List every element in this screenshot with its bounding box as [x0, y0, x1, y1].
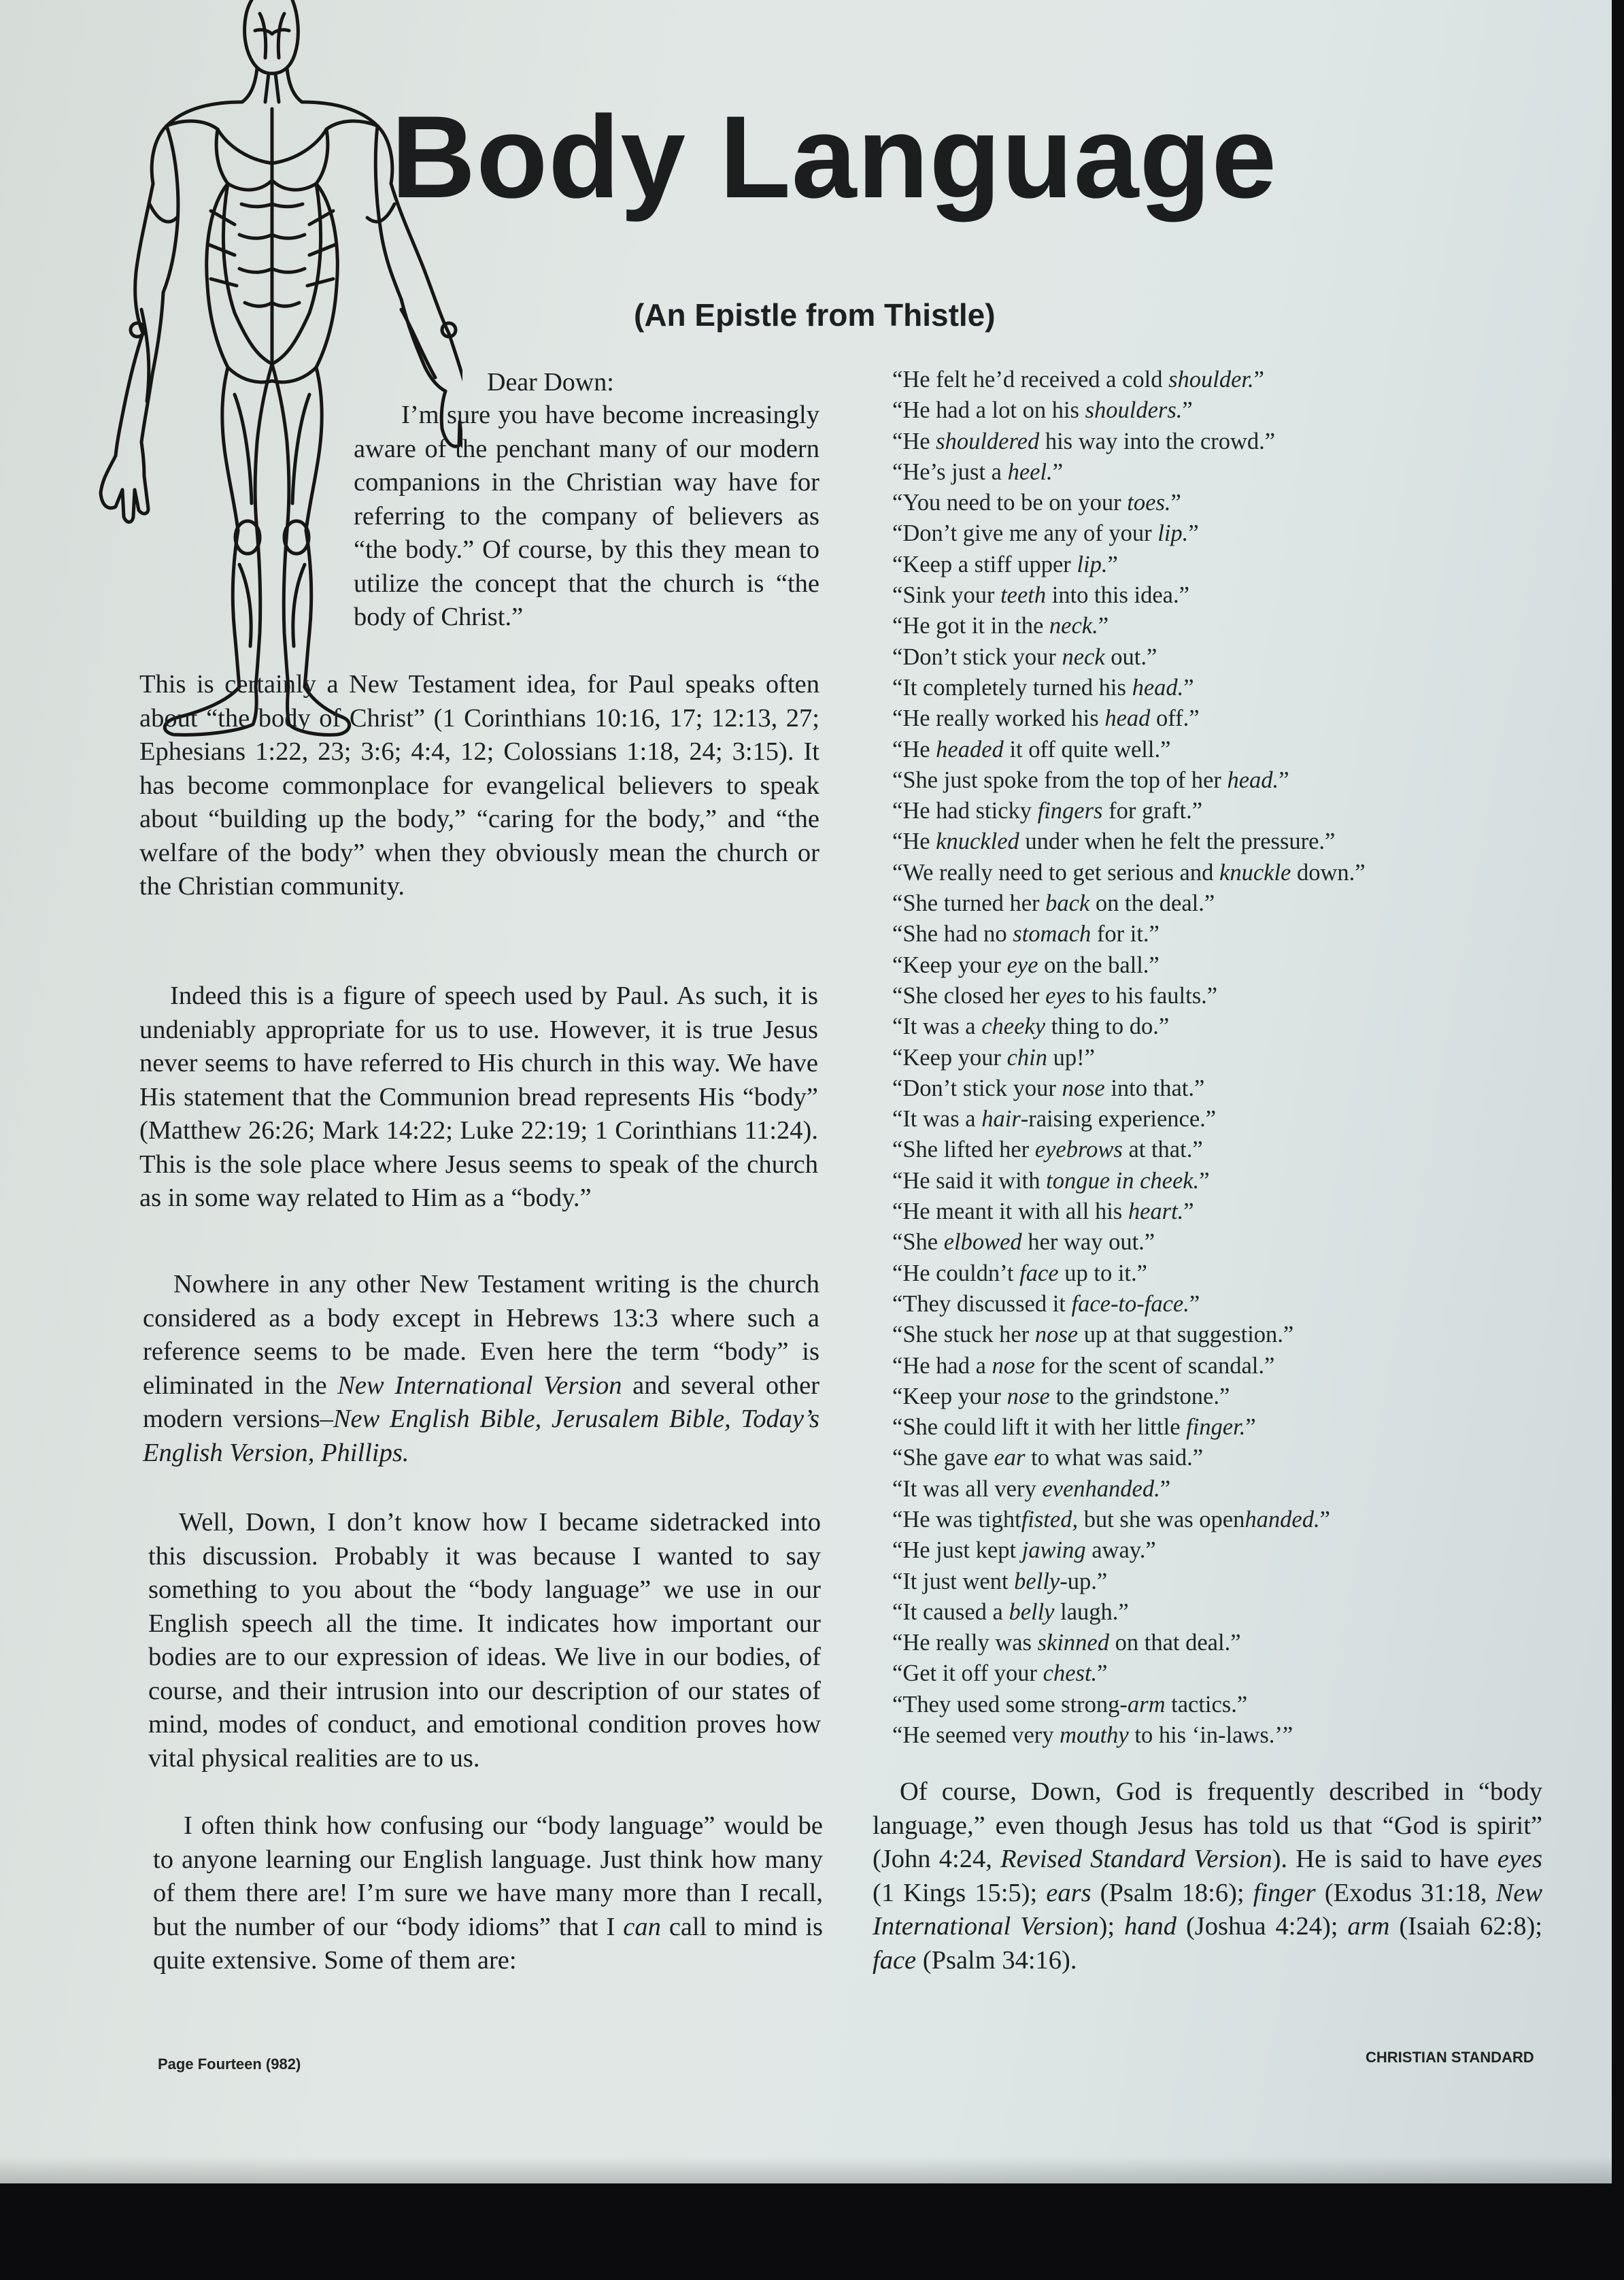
idiom-text: “Get it off your — [892, 1660, 1043, 1687]
page-edge-shadow — [0, 2156, 1612, 2183]
idiom-italic-text: nose — [1006, 1383, 1050, 1409]
idiom-text: on that deal.” — [1109, 1630, 1241, 1656]
idiom-text: ” — [1097, 1660, 1108, 1687]
idiom-text: “It was a — [892, 1106, 982, 1133]
idiom-text: “Keep your — [892, 952, 1007, 978]
idiom-text: “He — [892, 428, 936, 454]
idiom-item — [892, 580, 1504, 611]
idiom-italic-text: evenhanded. — [1042, 1475, 1160, 1502]
idiom-text: up to it.” — [1058, 1260, 1147, 1286]
idiom-text: tactics.” — [1165, 1691, 1248, 1717]
idiom-text: ” — [1253, 367, 1264, 392]
idiom-italic-text: chest. — [1043, 1660, 1098, 1687]
idiom-text: “He — [892, 736, 936, 762]
idiom-item — [892, 1011, 1504, 1042]
idiom-item — [892, 888, 1504, 919]
idiom-text: “She stuck her — [892, 1322, 1035, 1348]
closing-text: (Psalm 18:6); — [1091, 1878, 1253, 1907]
idiom-italic-text: ear — [994, 1445, 1026, 1471]
idiom-italic-text: heel. — [1007, 458, 1053, 485]
idiom-item — [892, 1351, 1504, 1381]
idiom-text: “It caused a — [892, 1598, 1009, 1625]
closing-text: (1 Kings 15:5); — [873, 1878, 1047, 1907]
salutation: Dear Down: — [487, 368, 614, 397]
idiom-italic-text: neck — [1062, 643, 1105, 670]
idiom-italic-text: shoulder. — [1168, 367, 1254, 392]
idiom-text: “It just went — [892, 1568, 1015, 1594]
idiom-text: out.” — [1104, 643, 1157, 670]
idiom-item — [892, 550, 1504, 580]
closing-italic-text: face — [873, 1945, 917, 1975]
idiom-text: her way out.” — [1021, 1229, 1155, 1256]
idiom-text: down.” — [1291, 859, 1366, 886]
idiom-text: his way into the crowd.” — [1039, 428, 1276, 454]
idiom-italic-text: lip. — [1157, 520, 1189, 547]
idiom-item — [892, 365, 1504, 395]
idiom-text: ” — [1183, 1198, 1194, 1225]
idiom-text: “It completely turned his — [892, 674, 1132, 701]
idiom-text: ” — [1170, 490, 1181, 516]
paragraph-text: Well, Down, I don’t know how I became sidetracked into this discussion. Probably it was because I wanted to say something to you about the “body language” we use in our English speech all the time. It indicates how important our bodies are to our expression of ideas. We live in our bodies, of course, and their intrusion into our description of our states of mind, modes of conduct, and emotional condition proves how vital physical realities are to us. — [148, 1508, 821, 1773]
body-paragraph-3 — [143, 1268, 819, 1470]
idiom-text: laugh.” — [1054, 1598, 1129, 1625]
idiom-text: “He got it in the — [892, 613, 1049, 639]
idiom-text: “Keep your — [892, 1383, 1007, 1409]
idiom-text: “He just kept — [892, 1537, 1022, 1564]
idiom-text: “He felt he’d received a cold — [892, 367, 1169, 392]
idiom-italic-text: stomach — [1013, 921, 1092, 948]
idiom-text: “She — [892, 1229, 944, 1256]
paragraph-text: I often think how confusing our “body language” would be to anyone learning our English language. Just think how many of them there are! I’m sure we have many more than I recall, but the number of our “body idioms” that I — [153, 1811, 823, 1941]
idiom-text: it off quite well.” — [1003, 736, 1171, 762]
idiom-text: thing to do.” — [1045, 1013, 1170, 1040]
idiom-item — [892, 919, 1504, 950]
idiom-italic-text: tongue in cheek. — [1046, 1167, 1200, 1194]
paragraph-text: and several other modern versions– — [143, 1371, 819, 1433]
closing-text: (Joshua 4:24); — [1177, 1912, 1348, 1941]
idiom-item — [892, 1043, 1504, 1073]
idiom-italic-text: head. — [1132, 674, 1184, 701]
idiom-text: up!” — [1047, 1044, 1095, 1071]
idiom-item — [892, 765, 1504, 796]
idiom-item — [892, 1320, 1504, 1350]
idiom-item — [892, 1412, 1504, 1443]
idiom-item — [892, 1505, 1504, 1535]
idiom-italic-text: eyes — [1045, 982, 1086, 1009]
idiom-text: ” — [1107, 551, 1118, 577]
idiom-text: “She gave — [892, 1445, 994, 1471]
idiom-text: ” — [1183, 674, 1194, 701]
idiom-text: ” — [1182, 397, 1193, 424]
idiom-italic-text: belly — [1014, 1568, 1060, 1594]
idiom-italic-text: nose — [1062, 1075, 1105, 1101]
idiom-item — [892, 1628, 1504, 1658]
idiom-text: “He said it with — [892, 1167, 1047, 1194]
idiom-italic-text: head — [1104, 705, 1151, 732]
idiom-text: “It was all very — [892, 1475, 1043, 1502]
closing-text: (Isaiah 62:8); — [1389, 1912, 1542, 1941]
body-paragraph-2 — [139, 979, 818, 1216]
idiom-text: “Don’t stick your — [892, 643, 1062, 670]
paragraph-text: Indeed this is a figure of speech used by Paul. As such, it is undeniably appropriate for us to use. However, it is true Jesus never seems to have referred to His church in this way. We have His statement that the Communion bread represents His “body” (Matthew 26:26; Mark 14:22; Luke 22:19; 1 Corinthians 11:24). This is the sole place where Jesus seems to speak of the church as in some way related to Him as a “body.” — [139, 982, 818, 1212]
idiom-italic-text: back — [1045, 890, 1090, 917]
idiom-italic-text: headed — [936, 736, 1004, 762]
idiom-item — [892, 1535, 1504, 1566]
idiom-text: on the ball.” — [1038, 952, 1160, 978]
paragraph-text: Nowhere in any other New Testament writing is the church considered as a body except in Hebrews 13:3 where such a reference seems to be made. Even here the term “body” is eliminated in the — [143, 1270, 819, 1400]
idiom-text: “She lifted her — [892, 1137, 1035, 1163]
idiom-italic-text: eyebrows — [1034, 1137, 1123, 1163]
publication-name: CHRISTIAN STANDARD — [1366, 2049, 1534, 2066]
idiom-italic-text: cheeky — [981, 1013, 1046, 1040]
idiom-item — [892, 1658, 1504, 1689]
idiom-italic-text: neck. — [1049, 613, 1098, 639]
idiom-text: under when he felt the pressure.” — [1019, 828, 1336, 855]
idiom-italic-text: nose — [992, 1352, 1035, 1379]
idiom-text: to the grindstone.” — [1049, 1383, 1230, 1409]
idiom-text: “You need to be on your — [892, 490, 1128, 516]
body-paragraph-1 — [354, 399, 819, 635]
idiom-italic-text: arm — [1127, 1691, 1166, 1717]
closing-text: (Psalm 34:16). — [916, 1945, 1077, 1975]
idiom-italic-text: elbowed — [943, 1229, 1022, 1256]
idiom-item — [892, 826, 1504, 857]
idiom-text: “He meant it with all his — [892, 1198, 1128, 1225]
idiom-text: “He really was — [892, 1630, 1038, 1656]
closing-text: (Exodus 31:18, — [1315, 1878, 1496, 1907]
idiom-italic-text: fisted, — [1021, 1506, 1079, 1532]
idiom-text: ” — [1245, 1414, 1256, 1441]
idiom-italic-text: face-to-face. — [1071, 1290, 1189, 1317]
idiom-text: ” — [1189, 1290, 1200, 1317]
idiom-text: ” — [1052, 458, 1064, 485]
idiom-italic-text: shoulders. — [1085, 397, 1183, 424]
idiom-item — [892, 1135, 1504, 1165]
idiom-italic-text: chin — [1006, 1044, 1047, 1071]
idiom-text: on the deal.” — [1089, 890, 1215, 917]
idiom-italic-text: fingers — [1037, 798, 1103, 824]
idiom-item — [892, 735, 1504, 765]
idiom-item — [892, 673, 1504, 703]
paragraph-text: I’m sure you have become increasingly aware of the penchant many of our modern companions in the Christian way have for referring to the company of believers as “the body.” Of course, by this they mean to utilize the concept that the church is “the body of Christ.” — [354, 401, 819, 631]
idiom-text: for it.” — [1091, 921, 1160, 948]
idiom-italic-text: shouldered — [936, 428, 1040, 454]
idiom-text: but she was open — [1078, 1506, 1245, 1532]
idiom-italic-text: handed. — [1245, 1506, 1320, 1532]
idiom-item — [892, 1289, 1504, 1320]
idiom-item — [892, 1073, 1504, 1104]
closing-italic-text: arm — [1347, 1912, 1390, 1941]
body-paragraph-5 — [153, 1809, 823, 1978]
idiom-text: for the scent of scandal.” — [1034, 1352, 1275, 1379]
idiom-text: into that.” — [1104, 1075, 1205, 1101]
idiom-item — [892, 1104, 1504, 1135]
idiom-text: “He really worked his — [892, 705, 1105, 732]
closing-italic-text: ears — [1046, 1878, 1092, 1907]
idiom-text: “It was a — [892, 1013, 982, 1040]
idiom-text: “She turned her — [892, 890, 1046, 917]
idiom-text: up at that suggestion.” — [1078, 1322, 1294, 1348]
idiom-item — [892, 1443, 1504, 1473]
idiom-text: “She had no — [892, 921, 1013, 948]
closing-text: ); — [1098, 1912, 1125, 1941]
idiom-text: ” — [1160, 1475, 1171, 1502]
idiom-item — [892, 395, 1504, 426]
idiom-italic-text: knuckled — [936, 828, 1019, 855]
idiom-text: “He had a — [892, 1352, 992, 1379]
idiom-text: at that.” — [1122, 1137, 1203, 1163]
article-subtitle: (An Epistle from Thistle) — [634, 297, 996, 333]
idiom-italic-text: lip. — [1077, 551, 1108, 577]
idiom-text: to his faults.” — [1085, 982, 1218, 1009]
idiom-text: “He couldn’t — [892, 1260, 1020, 1286]
idiom-text: “They used some strong- — [892, 1691, 1128, 1717]
idiom-italic-text: finger. — [1186, 1414, 1246, 1441]
idiom-text: “We really need to get serious and — [892, 859, 1219, 886]
paragraph-italic-text: New International Version — [337, 1371, 622, 1400]
idiom-italic-text: belly — [1009, 1598, 1055, 1625]
idiom-text: “She closed her — [892, 982, 1046, 1009]
paragraph-italic-text: can — [623, 1912, 661, 1941]
idiom-item — [892, 796, 1504, 826]
idiom-list — [892, 365, 1504, 1751]
idiom-italic-text: skinned — [1037, 1630, 1109, 1656]
idiom-text: “Keep your — [892, 1044, 1007, 1071]
body-paragraph-1-continued — [139, 668, 819, 904]
idiom-italic-text: head. — [1227, 767, 1279, 793]
idiom-item — [892, 1720, 1504, 1751]
closing-paragraph — [873, 1775, 1542, 1977]
idiom-text: to what was said.” — [1025, 1445, 1204, 1471]
idiom-text: “They discussed it — [892, 1290, 1072, 1317]
idiom-item — [892, 1597, 1504, 1628]
idiom-italic-text: jawing — [1021, 1537, 1086, 1564]
idiom-text: “Don’t stick your — [892, 1075, 1062, 1101]
idiom-text: to his ‘in-laws.’” — [1128, 1722, 1293, 1749]
idiom-italic-text: face — [1019, 1260, 1059, 1286]
idiom-item — [892, 426, 1504, 457]
idiom-text: ” — [1199, 1167, 1210, 1194]
body-paragraph-4 — [148, 1506, 821, 1775]
idiom-item — [892, 488, 1504, 518]
idiom-text: ” — [1188, 520, 1199, 547]
idiom-item — [892, 981, 1504, 1011]
idiom-item — [892, 1227, 1504, 1258]
closing-italic-text: hand — [1124, 1912, 1177, 1941]
idiom-text: away.” — [1085, 1537, 1156, 1564]
idiom-text: “She could lift it with her little — [892, 1414, 1187, 1441]
idiom-text: ” — [1098, 613, 1109, 639]
idiom-italic-text: mouthy — [1060, 1722, 1129, 1749]
idiom-text: -up.” — [1060, 1568, 1108, 1594]
idiom-text: “He was tight — [892, 1506, 1021, 1532]
idiom-text: “Keep a stiff upper — [892, 551, 1077, 577]
closing-italic-text: Revised Standard Version — [1000, 1845, 1272, 1873]
idiom-text: “He seemed very — [892, 1722, 1060, 1749]
idiom-italic-text: knuckle — [1219, 859, 1291, 886]
paragraph-text: This is certainly a New Testament idea, for Paul speaks often about “the body of Christ” (1 Corinthians 10:16, 17; 12:13, 27; Ephesians 1:22, 23; 3:6; 4:4, 12; Colossians 1:18, 24; 3:15). It has become commonplace for evangelical believers to speak about “building up the body,” “caring for the body,” and “the welfare of the body” when they obviously mean the church or the Christian community. — [139, 670, 819, 901]
idiom-item — [892, 703, 1504, 734]
idiom-item — [892, 1474, 1504, 1505]
idiom-text: “Don’t give me any of your — [892, 520, 1158, 547]
idiom-text: “She just spoke from the top of her — [892, 767, 1228, 793]
idiom-item — [892, 1258, 1504, 1289]
article-title: Body Language — [391, 92, 1278, 222]
idiom-italic-text: heart. — [1128, 1198, 1184, 1225]
idiom-text: ” — [1279, 767, 1289, 793]
idiom-text: off.” — [1150, 705, 1200, 732]
idiom-text: “He had a lot on his — [892, 397, 1085, 424]
closing-italic-text: eyes — [1497, 1845, 1542, 1873]
idiom-item — [892, 457, 1504, 488]
idiom-italic-text: eye — [1006, 952, 1038, 978]
idiom-text: “He — [892, 828, 936, 855]
page-number: Page Fourteen (982) — [158, 2056, 301, 2073]
idiom-item — [892, 1166, 1504, 1196]
idiom-text: “Sink your — [892, 582, 1001, 609]
closing-text: ). He is said to have — [1272, 1845, 1498, 1873]
idiom-italic-text: toes. — [1127, 490, 1171, 516]
idiom-text: “He’s just a — [892, 458, 1008, 485]
idiom-italic-text: nose — [1034, 1322, 1079, 1348]
idiom-item — [892, 950, 1504, 981]
idiom-item — [892, 1381, 1504, 1412]
paragraph-italic-text: New English Bible, Jerusalem Bible, Today’s English Version, Phillips. — [143, 1405, 819, 1467]
idiom-item — [892, 518, 1504, 549]
idiom-item — [892, 642, 1504, 673]
idiom-text: -raising experience.” — [1020, 1106, 1217, 1133]
closing-text: Of course, Down, God is frequently described in “body language,” even though Jesus has told us that “God is spirit” (John 4:24, — [873, 1777, 1542, 1873]
closing-italic-text: finger — [1253, 1878, 1316, 1907]
paragraph-text: call to mind is quite extensive. Some of them are: — [153, 1912, 823, 1975]
idiom-italic-text: teeth — [1000, 582, 1047, 609]
idiom-text: ” — [1319, 1506, 1330, 1532]
idiom-item — [892, 611, 1504, 641]
idiom-text: for graft.” — [1102, 798, 1203, 824]
closing-italic-text: New International Version — [873, 1878, 1542, 1941]
idiom-italic-text: hair — [981, 1106, 1021, 1133]
idiom-item — [892, 1566, 1504, 1597]
idiom-item — [892, 1196, 1504, 1227]
idiom-text: “He had sticky — [892, 798, 1038, 824]
idiom-item — [892, 1690, 1504, 1720]
idiom-item — [892, 858, 1504, 888]
idiom-text: into this idea.” — [1046, 582, 1189, 609]
